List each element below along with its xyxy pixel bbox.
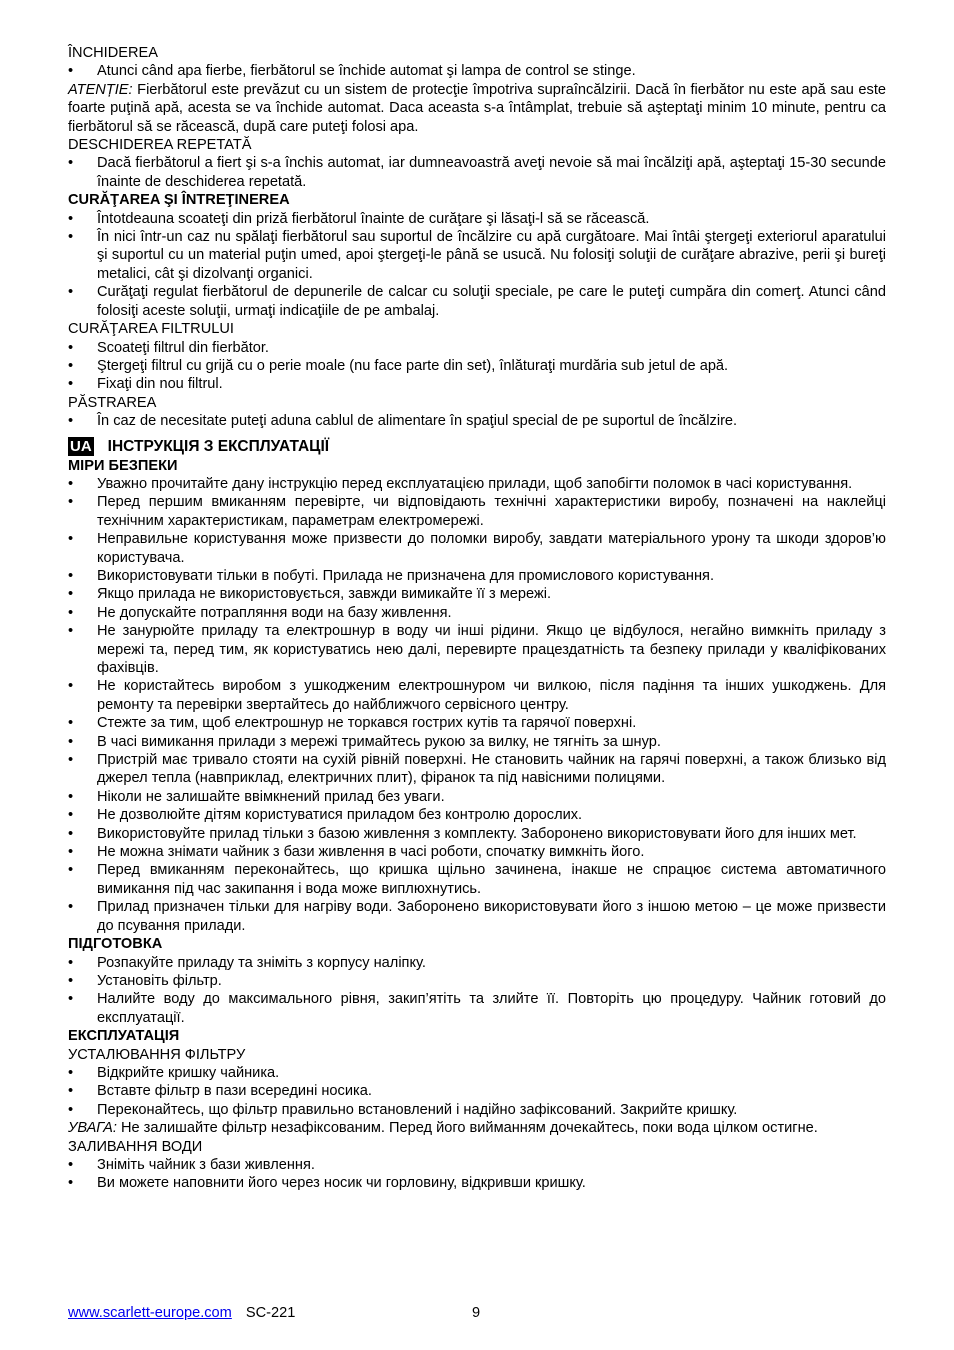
list-item: • Вставте фільтр в пази всередині носика. — [68, 1082, 886, 1100]
ua-heading-prep: ПІДГОТОВКА — [68, 936, 163, 953]
ro-heading-deschiderea: DESCHIDEREA REPETATĂ — [68, 137, 252, 154]
list-item: • Не занурюйте приладу та електрошнур в воду чи інші рідини. Якщо це відбулося, негайно вимкніть приладу з мережі та, перед тим, як користуватись нею далі, перевирте працездатність та безпеку прилади у кваліфікованих фахівців. — [68, 622, 886, 677]
note-text: Fierbătorul este prevăzut cu un sistem de protecţie împotriva supraîncălzirii. Dacă în fierbător nu este apă sau este foarte puţină apă, acesta se va închide automat. Daca aceasta s-a întâmplat, trebuie să aşteptaţi minim 10 minute, pentru ca fierbătorul să se răcească, după care puteţi folosi apa. — [68, 81, 886, 135]
note-text: Не залишайте фільтр незафіксованим. Перед його вийманням дочекайтесь, поки вода цілком остигне. — [116, 1120, 818, 1137]
list-item: • Стежте за тим, щоб електрошнур не торкався гострих кутів та гарячої поверхні. — [68, 714, 886, 732]
ua-list-safety — [68, 475, 886, 935]
list-item: • Curăţaţi regulat fierbătorul de depunerile de calcar cu soluţii speciale, pe care le puteţi cumpăra din comerţ. Atunci când folosiţi aceste soluţii, urmaţi indicaţiile de pe ambalaj. — [68, 283, 886, 320]
ro-list-pastrarea — [68, 412, 886, 430]
list-item: • Ніколи не залишайте ввімкнений прилад без уваги. — [68, 788, 886, 806]
list-item: • Fixaţi din nou filtrul. — [68, 375, 886, 393]
list-item: • Не дозволюйте дітям користуватися приладом без контролю дорослих. — [68, 806, 886, 824]
ua-heading-operation: ЕКСПЛУАТАЦІЯ — [68, 1028, 180, 1045]
list-item: • Налийте воду до максимального рівня, закип’ятіть та злийте її. Повторіть цю процедуру. Чайник готовий до експлуатації. — [68, 990, 886, 1027]
list-item: • Використовувати тільки в побуті. Прилада не призначена для промислового користування. — [68, 567, 886, 585]
list-item: • Dacă fierbătorul a fiert şi s-a închis automat, iar dumneavoastră aveţi nevoie să mai încălziţi apă, aşteptaţi 15-30 secunde înainte de deschiderea repetată. — [68, 154, 886, 191]
list-item: • Întotdeauna scoateţi din priză fierbătorul înainte de curăţare şi lăsaţi-l să se răcească. — [68, 210, 886, 228]
ua-section-title — [68, 437, 886, 457]
list-item: • Ştergeţi filtrul cu grijă cu o perie moale (nu face parte din set), înlăturaţi murdăria sub jetul de apă. — [68, 357, 886, 375]
ua-heading-fill: ЗАЛИВАННЯ ВОДИ — [68, 1138, 203, 1155]
list-item: • Переконайтесь, що фільтр правильно встановлений і надійно зафіксований. Закрийте кришку. — [68, 1101, 886, 1119]
list-item: • Неправильне користування може призвести до поломки виробу, завдати матеріального урону та шкоди здоров’ю користувача. — [68, 530, 886, 567]
list-item: • Не користайтесь виробом з ушкодженим електрошнуром чи вилкою, після падіння та інших ушкоджень. Для ремонту та перевірки звертайтесь до найближчого сервісного центру. — [68, 677, 886, 714]
ro-list-deschiderea — [68, 154, 886, 191]
list-item: • Scoateţi filtrul din fierbător. — [68, 339, 886, 357]
list-item: • Пристрій має тривало стояти на сухій рівній поверхні. Не становить чайник на гарячі поверхні, а також близько від джерел тепла (навприклад, електричних плит), фіранок та під навісними полицями. — [68, 751, 886, 788]
ro-heading-curatarea: CURĂŢAREA ŞI ÎNTREŢINEREA — [68, 192, 290, 209]
ro-note-atentie — [68, 81, 886, 136]
list-item: • Atunci când apa fierbe, fierbătorul se închide automat şi lampa de control se stinge. — [68, 62, 886, 80]
list-item: • Розпакуйте приладу та зніміть з корпусу наліпку. — [68, 954, 886, 972]
ua-list-prep — [68, 954, 886, 1028]
list-item: • Прилад призначен тільки для нагріву води. Заборонено використовувати його з іншою метою – це може призвести до псування прилади. — [68, 898, 886, 935]
list-item: • Перед вмиканням переконайтесь, що кришка щільно зачинена, інакше не спрацює система автоматичного вимикання під час закипання і вода може виплюхнутись. — [68, 861, 886, 898]
ua-heading-filter: УСТАЛЮВАННЯ ФІЛЬТРУ — [68, 1046, 246, 1063]
ua-title: ІНСТРУКЦІЯ З ЕКСПЛУАТАЦІЇ — [107, 437, 330, 455]
ro-heading-filtru: CURĂŢAREA FILTRULUI — [68, 321, 234, 338]
list-item: • В часі вимикання прилади з мережі тримайтесь рукою за вилку, не тягніть за шнур. — [68, 733, 886, 751]
ro-heading-inchiderea: ÎNCHIDEREA — [68, 45, 159, 61]
list-item: • Не допускайте потрапляння води на базу живлення. — [68, 604, 886, 622]
list-item: • Не можна знімати чайник з бази живлення в часі роботи, спочатку вимкніть його. — [68, 843, 886, 861]
ro-list-curatarea — [68, 210, 886, 320]
note-label: ATENȚIE: — [68, 81, 133, 98]
list-item: • Використовуйте прилад тільки з базою живлення з комплекту. Заборонено використовувати його для інших мет. — [68, 825, 886, 843]
ua-list-filter — [68, 1064, 886, 1119]
list-item: • Зніміть чайник з бази живлення. — [68, 1156, 886, 1174]
list-item: • Якщо прилада не використовується, завжди вимикайте її з мережі. — [68, 585, 886, 603]
list-item: • Відкрийте кришку чайника. — [68, 1064, 886, 1082]
website-link[interactable]: www.scarlett-europe.com — [68, 1305, 232, 1321]
language-badge: UA — [70, 438, 92, 456]
ro-heading-pastrarea: PĂSTRAREA — [68, 394, 157, 411]
model-number: SC-221 — [245, 1305, 296, 1321]
list-item: • Ви можете наповнити його через носик чи горловину, відкривши кришку. — [68, 1174, 886, 1192]
ua-heading-safety: МІРИ БЕЗПЕКИ — [68, 457, 178, 474]
note-label: УВАГА: — [68, 1120, 117, 1137]
ro-list-inchiderea — [68, 62, 886, 80]
page-footer — [68, 1304, 886, 1322]
ro-list-filtru — [68, 339, 886, 394]
list-item: • Установіть фільтр. — [68, 972, 886, 990]
list-item: • Перед першим вмиканням перевірте, чи відповідають технічні характеристики виробу, позначені на наклейці технічним характеристикам, параметрам електромережі. — [68, 493, 886, 530]
ua-note-uvaga — [68, 1119, 886, 1137]
document-page — [68, 44, 886, 1193]
list-item: • În caz de necesitate puteţi aduna cablul de alimentare în spaţiul special de pe suportul de încălzire. — [68, 412, 886, 430]
ua-list-fill — [68, 1156, 886, 1193]
list-item: • În nici într-un caz nu spălaţi fierbătorul sau suportul de încălzire cu apă curgătoare. Mai întâi ştergeţi exteriorul aparatului şi suportul cu un material puţin umed, apoi ştergeţi-le până se usucă. Nu folosiţi soluţii de curăţare abrazive, perii şi bureţi metalici, cât şi dizolvanţi organici. — [68, 228, 886, 283]
page-number: 9 — [472, 1305, 481, 1321]
list-item: • Уважно прочитайте дану інструкцію перед експлуатацією прилади, щоб запобігти поломок в часі користування. — [68, 475, 886, 493]
